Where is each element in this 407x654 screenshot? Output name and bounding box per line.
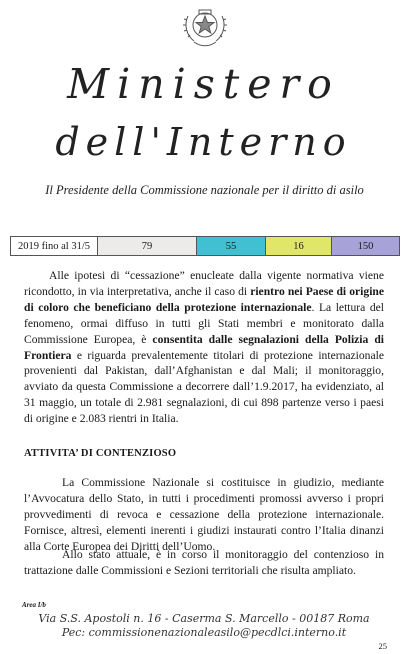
- page-number: 25: [378, 641, 387, 651]
- section-heading: ATTIVITA’ DI CONTENZIOSO: [24, 448, 177, 459]
- email-line: Pec: commissionenazionaleasilo@pecdlci.interno.it: [61, 626, 347, 639]
- text-segment: e riguarda prevalentemente titolari di protezione internazionale provenienti dal Pakistan, dall’Afghanistan e dal Mali; il monitoraggio, avviato da questa Commissione a decorrere dall’1.9.2017, ha evidenziato, al 31 maggio, un totale di 2.981 segnalazioni, di cui 898 partenze verso i paesi di origine e 2.083 rientri in Italia.: [24, 348, 384, 426]
- paragraph-contenzioso: La Commissione Nazionale si costituisce in giudizio, mediante l’Avvocatura dello Stato, in tutti i procedimenti promossi avverso i propri provvedimenti di revoca e cessazione della protezione internazionale. Fornisce, altresì, elementi inerenti i giudizi instaurati contro l’Italia dinanzi alla Corte Europea dei Diritti dell’Uomo.: [24, 476, 384, 553]
- footer-address: [24, 612, 384, 640]
- period-cell: 2019 fino al 31/5: [11, 237, 98, 255]
- value-cell-4: 150: [332, 237, 399, 255]
- paragraph-cessazione: [24, 268, 384, 427]
- ministry-title-line1: Ministero: [67, 60, 340, 108]
- value-cell-3: 16: [266, 237, 332, 255]
- statistics-row: [10, 236, 400, 256]
- paragraph-monitoraggio: Allo stato attuale, è in corso il monitoraggio del contenzioso in trattazione dalle Commissioni e Sezioni territoriali che risulta ampliato.: [24, 548, 384, 577]
- area-reference: Area I/b: [22, 601, 46, 609]
- commission-subtitle: Il Presidente della Commissione nazionale per il diritto di asilo: [45, 183, 364, 197]
- ministry-title-line2: dell'Interno: [55, 120, 352, 164]
- text-segment: Alle ipotesi di “cessazione” enucleate dalla vigente normativa viene ricondotto, in via interpretativa, anche il caso di: [24, 269, 384, 298]
- value-cell-2: 55: [197, 237, 266, 255]
- bold-segment: rientro nei Paese di origine di coloro che beneficiano della protezione internazionale: [24, 284, 385, 314]
- text-segment: . La lettura del fenomeno, ormai diffuso in tutti gli Stati membri e monitorato dalla Commissione Europea, è: [24, 300, 384, 346]
- value-cell-1: 79: [98, 237, 197, 255]
- italian-republic-emblem-icon: [179, 4, 231, 48]
- bold-segment: consentita dalle segnalazioni della Polizia di Frontiera: [24, 332, 384, 362]
- address-line: Via S.S. Apostoli n. 16 - Caserma S. Marcello - 00187 Roma: [38, 612, 370, 625]
